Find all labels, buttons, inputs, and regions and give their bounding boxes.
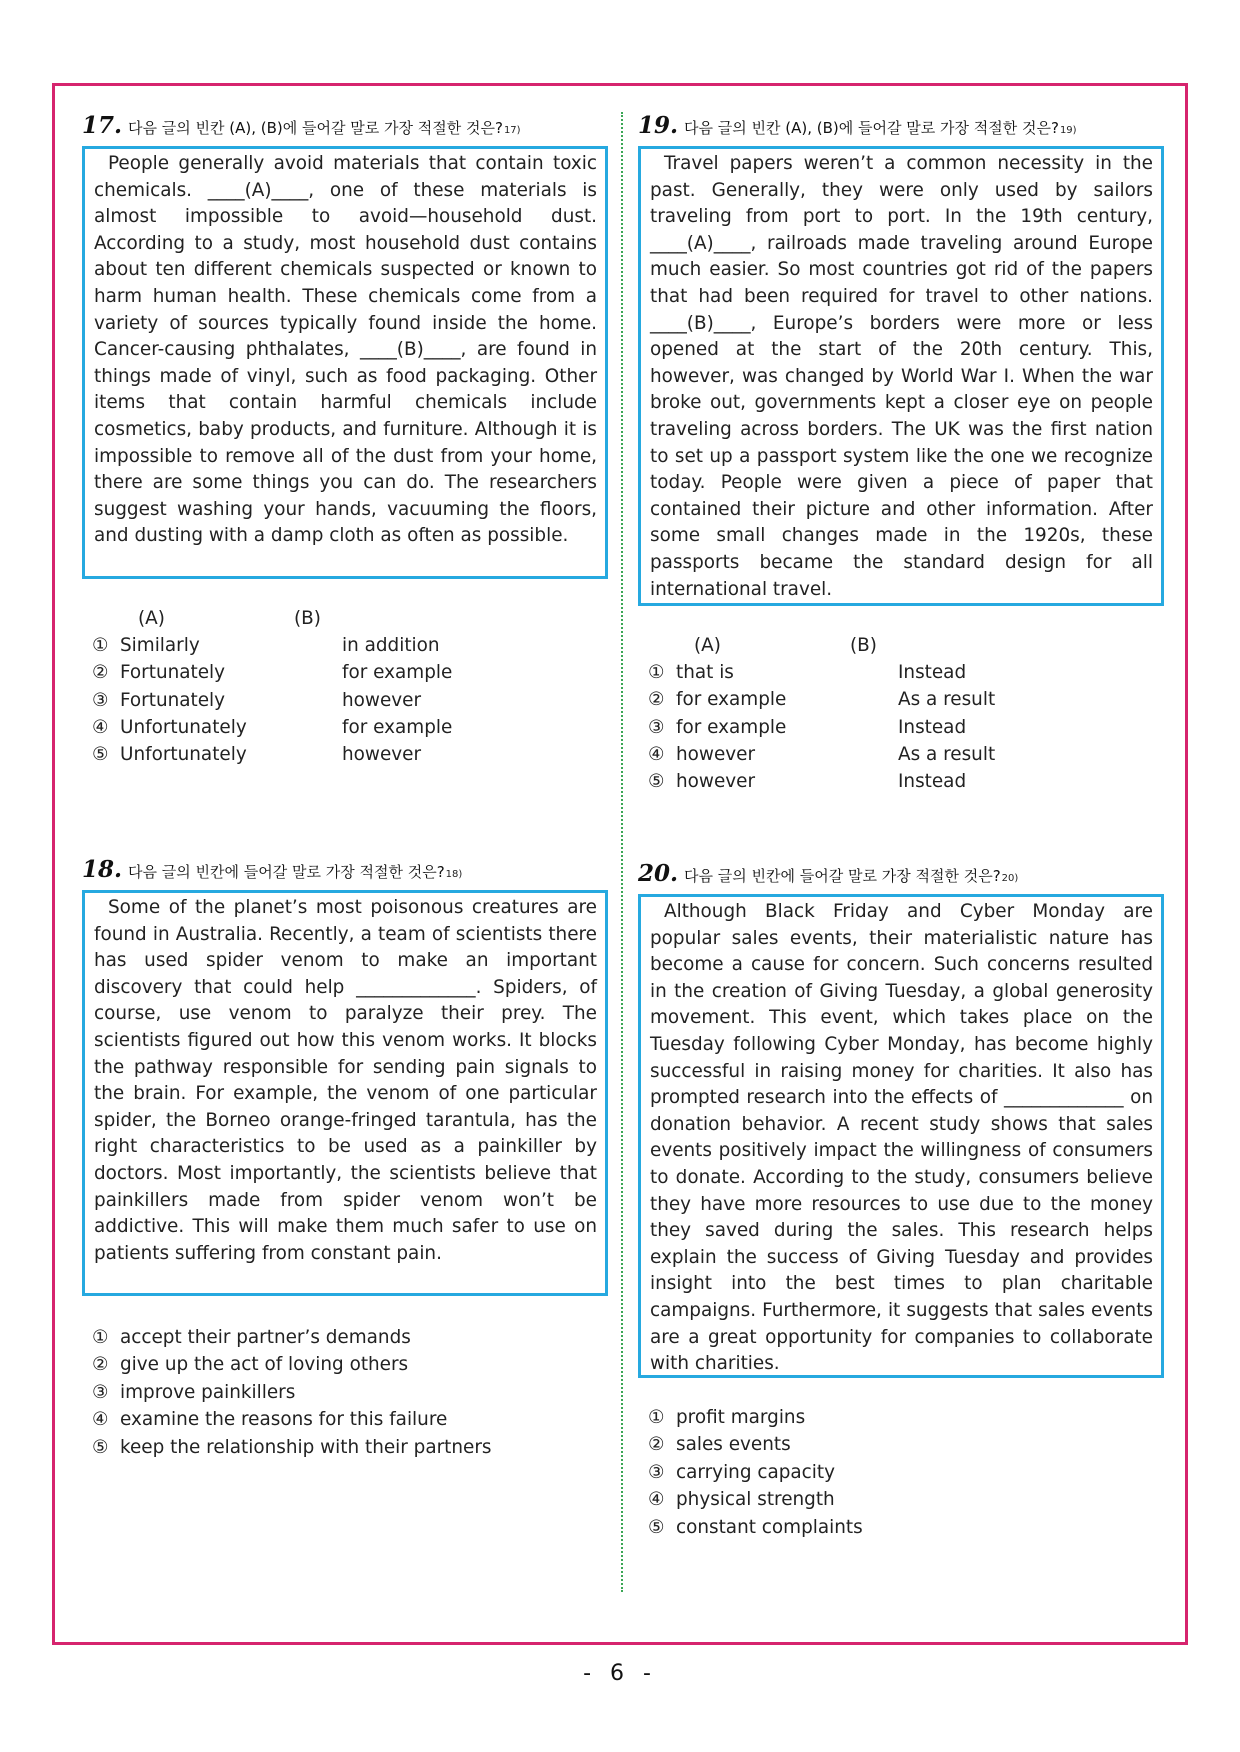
option-number: ④ [92,1409,109,1431]
answer-option-5[interactable] [82,741,608,768]
page-number: - 6 - [583,1661,657,1686]
passage-text: People generally avoid materials that contain toxic chemicals. [94,153,597,201]
option-a: Similarly [120,635,200,657]
option-a: Unfortunately [120,743,247,765]
option-text: constant complaints [676,1516,863,1538]
option-number: ⑤ [648,770,665,792]
option-number: ⑤ [648,1516,665,1538]
answer-option-2[interactable] [638,1431,1164,1458]
column-divider [621,112,623,1592]
question-instruction: 다음 글의 빈칸 (A), (B)에 들어갈 말로 가장 적절한 것은? [684,119,1059,137]
option-text: carrying capacity [676,1461,835,1483]
answer-options [82,1324,608,1461]
option-a: for example [676,689,787,711]
answer-option-5[interactable] [638,1514,1164,1541]
question-19 [638,112,1164,795]
question-header [82,112,608,146]
answer-option-5[interactable] [82,1434,608,1461]
blank-a: ____(A)____ [650,232,751,254]
option-b: As a result [898,689,996,711]
options-header [638,632,1164,659]
option-number: ③ [92,1381,109,1403]
option-number: ② [648,1434,665,1456]
passage-box [638,894,1164,1378]
question-reference: 19) [1059,125,1077,136]
answer-options [638,632,1164,795]
option-a: Fortunately [120,689,226,711]
passage-text: Although Black Friday and Cyber Monday are popular sales events, their materialistic nature has become a cause for concern. Such concerns resulted in the creation of Giving Tuesday, a global generosity movement. This event, which takes place on the Tuesday following Cyber Monday, has become highly successful in raising money for charities. It also has prompted research into the effects of [650,901,1153,1109]
answer-option-5[interactable] [638,768,1164,795]
answer-option-1[interactable] [638,1404,1164,1431]
option-number: ④ [92,716,109,738]
blank-a: ____(A)____ [207,179,309,201]
option-b: in addition [342,635,440,657]
answer-option-2[interactable] [82,659,608,686]
column-a-header: (A) [694,635,721,656]
option-text: keep the relationship with their partners [120,1436,492,1458]
blank: _____________ [1004,1087,1124,1109]
option-number: ② [92,662,109,684]
answer-option-3[interactable] [82,687,608,714]
passage-text: Some of the planet’s most poisonous creatures are found in Australia. Recently, a team of scientists there has used spider venom to make an important discovery that could help [94,897,597,998]
answer-option-3[interactable] [82,1379,608,1406]
option-text: sales events [676,1434,791,1456]
passage-box [82,890,608,1296]
blank: _____________ [356,976,476,998]
option-number: ② [92,1354,109,1376]
column-b-header: (B) [294,608,321,629]
answer-option-1[interactable] [638,659,1164,686]
option-b: however [342,689,422,711]
option-number: ① [648,1407,665,1428]
option-b: for example [342,716,453,738]
blank-b: ____(B)____ [650,312,751,334]
option-text: profit margins [676,1407,806,1428]
option-number: ③ [92,689,109,711]
answer-option-2[interactable] [82,1351,608,1378]
question-18 [82,856,608,1461]
question-number: 19. [638,112,679,139]
question-instruction: 다음 글의 빈칸 (A), (B)에 들어갈 말로 가장 적절한 것은? [128,119,503,137]
option-b: As a result [898,743,996,765]
option-a: that is [676,662,734,684]
option-number: ① [648,662,665,684]
answer-option-2[interactable] [638,686,1164,713]
option-a: however [676,743,756,765]
option-a: however [676,770,756,792]
option-text: accept their partner’s demands [120,1327,411,1348]
option-text: improve painkillers [120,1381,296,1403]
options-header [82,605,608,632]
question-reference: 20) [1001,873,1019,884]
question-number: 20. [638,860,679,887]
option-number: ② [648,689,665,711]
passage-text: Travel papers weren’t a common necessity in the past. Generally, they were only used by sailors traveling from port to port. In the 19th century, [650,153,1153,228]
answer-option-4[interactable] [638,741,1164,768]
answer-option-4[interactable] [82,714,608,741]
option-b: Instead [898,770,967,792]
question-number: 17. [82,112,123,139]
blank-b: ____(B)____ [360,339,461,361]
option-a: for example [676,716,787,738]
answer-option-4[interactable] [82,1406,608,1433]
passage-box [638,146,1164,606]
question-header [82,856,608,890]
column-a-header: (A) [138,608,165,629]
passage-box [82,146,608,579]
question-reference: 17) [503,125,521,136]
option-b: Instead [898,716,967,738]
answer-option-1[interactable] [82,1324,608,1351]
column-b-header: (B) [850,635,877,656]
passage-text: , one of these materials is almost impossible to avoid—household dust. According to a study, most household dust contains about ten different chemicals suspected or known to harm human health. These chemicals come from a variety of sources typically found inside the home. Cancer-causing phthalates, [94,179,597,361]
passage-text: on donation behavior. A recent study shows that sales events positively impact the willingness of consumers to donate. According to the study, consumers believe they have more resources to use due to the money they saved during the sales. This research helps explain the success of Giving Tuesday and provides insight into the best times to plan charitable campaigns. Furthermore, it suggests that sales events are a great opportunity for companies to collaborate with charities. [650,1087,1153,1375]
option-a: Unfortunately [120,716,247,738]
option-text: physical strength [676,1489,835,1511]
option-text: give up the act of loving others [120,1354,409,1376]
answer-option-1[interactable] [82,632,608,659]
question-instruction: 다음 글의 빈칸에 들어갈 말로 가장 적절한 것은? [128,863,445,881]
option-number: ④ [648,1489,665,1511]
option-b: however [342,743,422,765]
question-reference: 18) [445,869,463,880]
option-number: ⑤ [92,743,109,765]
option-number: ③ [648,716,665,738]
answer-option-4[interactable] [638,1486,1164,1513]
option-text: examine the reasons for this failure [120,1409,448,1431]
option-number: ④ [648,743,665,765]
option-b: Instead [898,662,967,684]
answer-options [638,1404,1164,1541]
option-a: Fortunately [120,662,226,684]
question-header [638,860,1164,894]
option-b: for example [342,662,453,684]
answer-option-3[interactable] [638,714,1164,741]
question-number: 18. [82,856,123,883]
question-17 [82,112,608,768]
option-number: ① [92,1327,109,1348]
passage-text: , Europe’s borders were more or less opened at the start of the 20th century. This, however, was changed by World War I. When the war broke out, governments kept a closer eye on people traveling across borders. The UK was the first nation to set up a passport system like the one we recognize today. People were given a piece of paper that contained their picture and other information. After some small changes made in the 1920s, these passports became the standard design for all international travel. [650,312,1153,600]
question-20 [638,860,1164,1541]
passage-text: , railroads made traveling around Europe much easier. So most countries got rid of the papers that had been required for travel to other nations. [650,232,1153,307]
question-header [638,112,1164,146]
passage-text: , are found in things made of vinyl, such as food packaging. Other items that contain harmful chemicals include cosmetics, baby products, and furniture. Although it is impossible to remove all of the dust from your home, there are some things you can do. The researchers suggest washing your hands, vacuuming the floors, and dusting with a damp cloth as often as possible. [94,339,597,547]
answer-options [82,605,608,768]
option-number: ① [92,635,109,657]
passage-text: . Spiders, of course, use venom to paralyze their prey. The scientists figured out how this venom works. It blocks the pathway responsible for sending pain signals to the brain. For example, the venom of one particular spider, the Borneo orange-fringed tarantula, has the right characteristics to be used as a painkiller by doctors. Most importantly, the scientists believe that painkillers made from spider venom won’t be addictive. This will make them much safer to use on patients suffering from constant pain. [94,976,598,1264]
option-number: ③ [648,1461,665,1483]
answer-option-3[interactable] [638,1459,1164,1486]
option-number: ⑤ [92,1436,109,1458]
question-instruction: 다음 글의 빈칸에 들어갈 말로 가장 적절한 것은? [684,867,1001,885]
